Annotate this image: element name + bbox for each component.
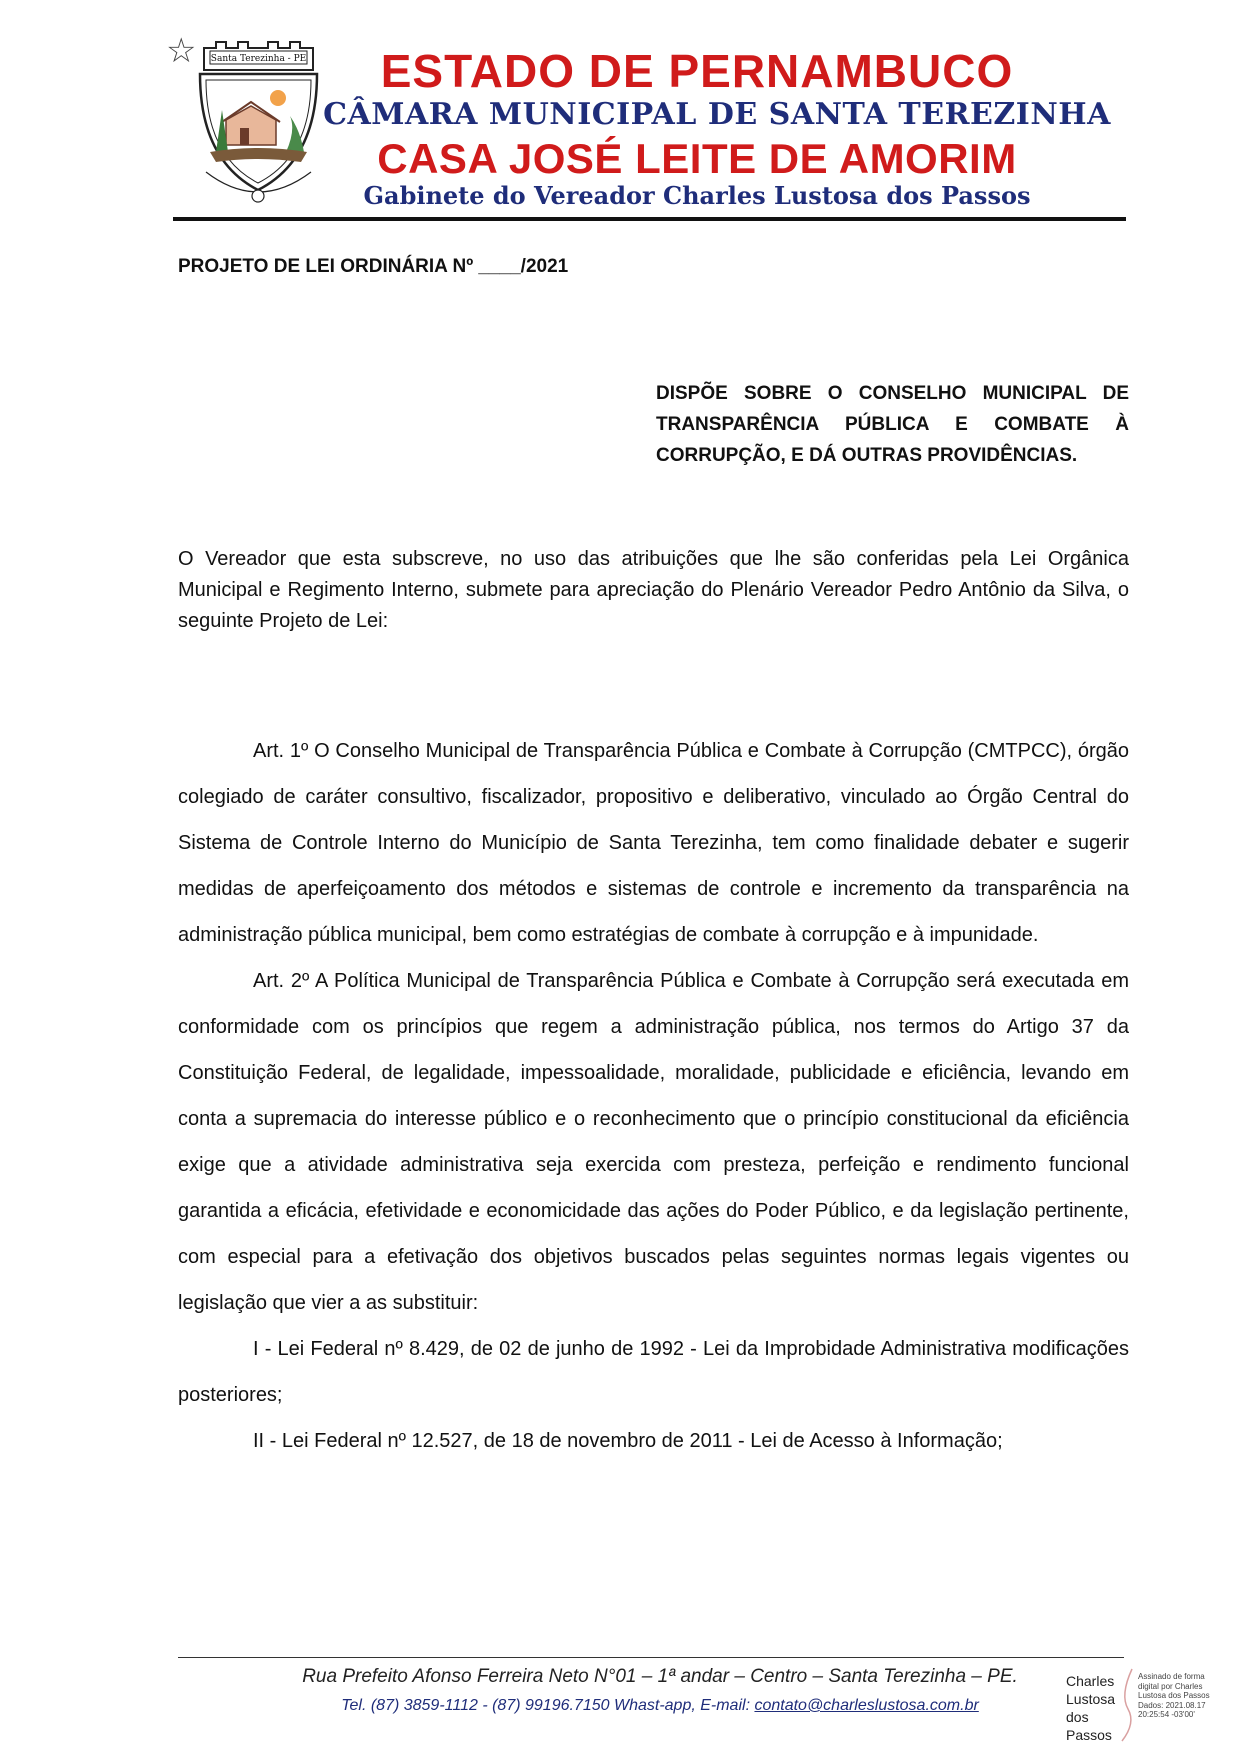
footer-address: Rua Prefeito Afonso Ferreira Neto N°01 – 1ª andar – Centro – Santa Terezinha – PE. [302, 1666, 1018, 1687]
document-title: PROJETO DE LEI ORDINÁRIA Nº ____/2021 [178, 256, 569, 277]
article-2: Art. 2º A Política Municipal de Transparência Pública e Combate à Corrupção será executada em conformidade com os princípios que regem a administração pública, nos termos do Artigo 37 da Constituição Federal, de legalidade, impessoalidade, moralidade, publicidade e eficiência, levando em conta a supremacia do interesse público e o reconhecimento que o princípio constitucional da eficiência exige que a atividade administrativa seja exercida com presteza, perfeição e rendimento funcional garantida a eficácia, efetividade e economicidade das ações do Poder Público, e da legislação pertinente, com especial para a efetivação dos objetivos buscados pelas seguintes normas legais vigentes ou legislação que vier a as substituir: [178, 970, 1129, 1314]
municipal-seal-logo [196, 40, 321, 210]
signer-name: Charles Lustosa dos Passos [1066, 1673, 1116, 1743]
digital-signature-note: Assinado de forma digital por Charles Lustosa dos Passos Dados: 2021.08.17 20:25:54 -03'00' [1138, 1672, 1210, 1719]
footer-phones: Tel. (87) 3859-1112 - (87) 99196.7150 Whast-app, E-mail: [341, 1697, 755, 1714]
footer-divider [178, 1657, 1124, 1658]
header-divider [173, 217, 1126, 221]
footer-contact [200, 1697, 1120, 1715]
email-link[interactable]: contato@charleslustosa.com.br [754, 1697, 979, 1714]
house-heading: CASA JOSÉ LEITE DE AMORIM [377, 135, 1017, 182]
document-ementa: DISPÕE SOBRE O CONSELHO MUNICIPAL DE TRANSPARÊNCIA PÚBLICA E COMBATE À CORRUPÇÃO, E DÁ OUTRAS PROVIDÊNCIAS. [656, 383, 1129, 466]
star-icon: ☆ [166, 32, 197, 70]
chamber-heading: CÂMARA MUNICIPAL DE SANTA TEREZINHA [323, 97, 1111, 132]
articles-section [178, 728, 1129, 1464]
article-2-item-1: I - Lei Federal nº 8.429, de 02 de junho de 1992 - Lei da Improbidade Administrativa modificações posteriores; [178, 1338, 1129, 1406]
office-heading: Gabinete do Vereador Charles Lustosa dos Passos [363, 181, 1031, 210]
document-preamble: O Vereador que esta subscreve, no uso das atribuições que lhe são conferidas pela Lei Orgânica Municipal e Regimento Interno, submete para apreciação do Plenário Vereador Pedro Antônio da Silva, o seguinte Projeto de Lei: [178, 548, 1129, 632]
article-2-item-2: II - Lei Federal nº 12.527, de 18 de novembro de 2011 - Lei de Acesso à Informação; [253, 1430, 1003, 1452]
article-1: Art. 1º O Conselho Municipal de Transparência Pública e Combate à Corrupção (CMTPCC), órgão colegiado de caráter consultivo, fiscalizador, propositivo e deliberativo, vinculado ao Órgão Central do Sistema de Controle Interno do Município de Santa Terezinha, tem como finalidade debater e sugerir medidas de aperfeiçoamento dos métodos e sistemas de controle e incremento da transparência na administração pública municipal, bem como estratégias de combate à corrupção e à impunidade. [178, 740, 1129, 946]
signature-mark [1118, 1665, 1138, 1745]
state-heading: ESTADO DE PERNAMBUCO [380, 45, 1014, 97]
seal-text: Santa Terezinha - PE [210, 54, 307, 64]
